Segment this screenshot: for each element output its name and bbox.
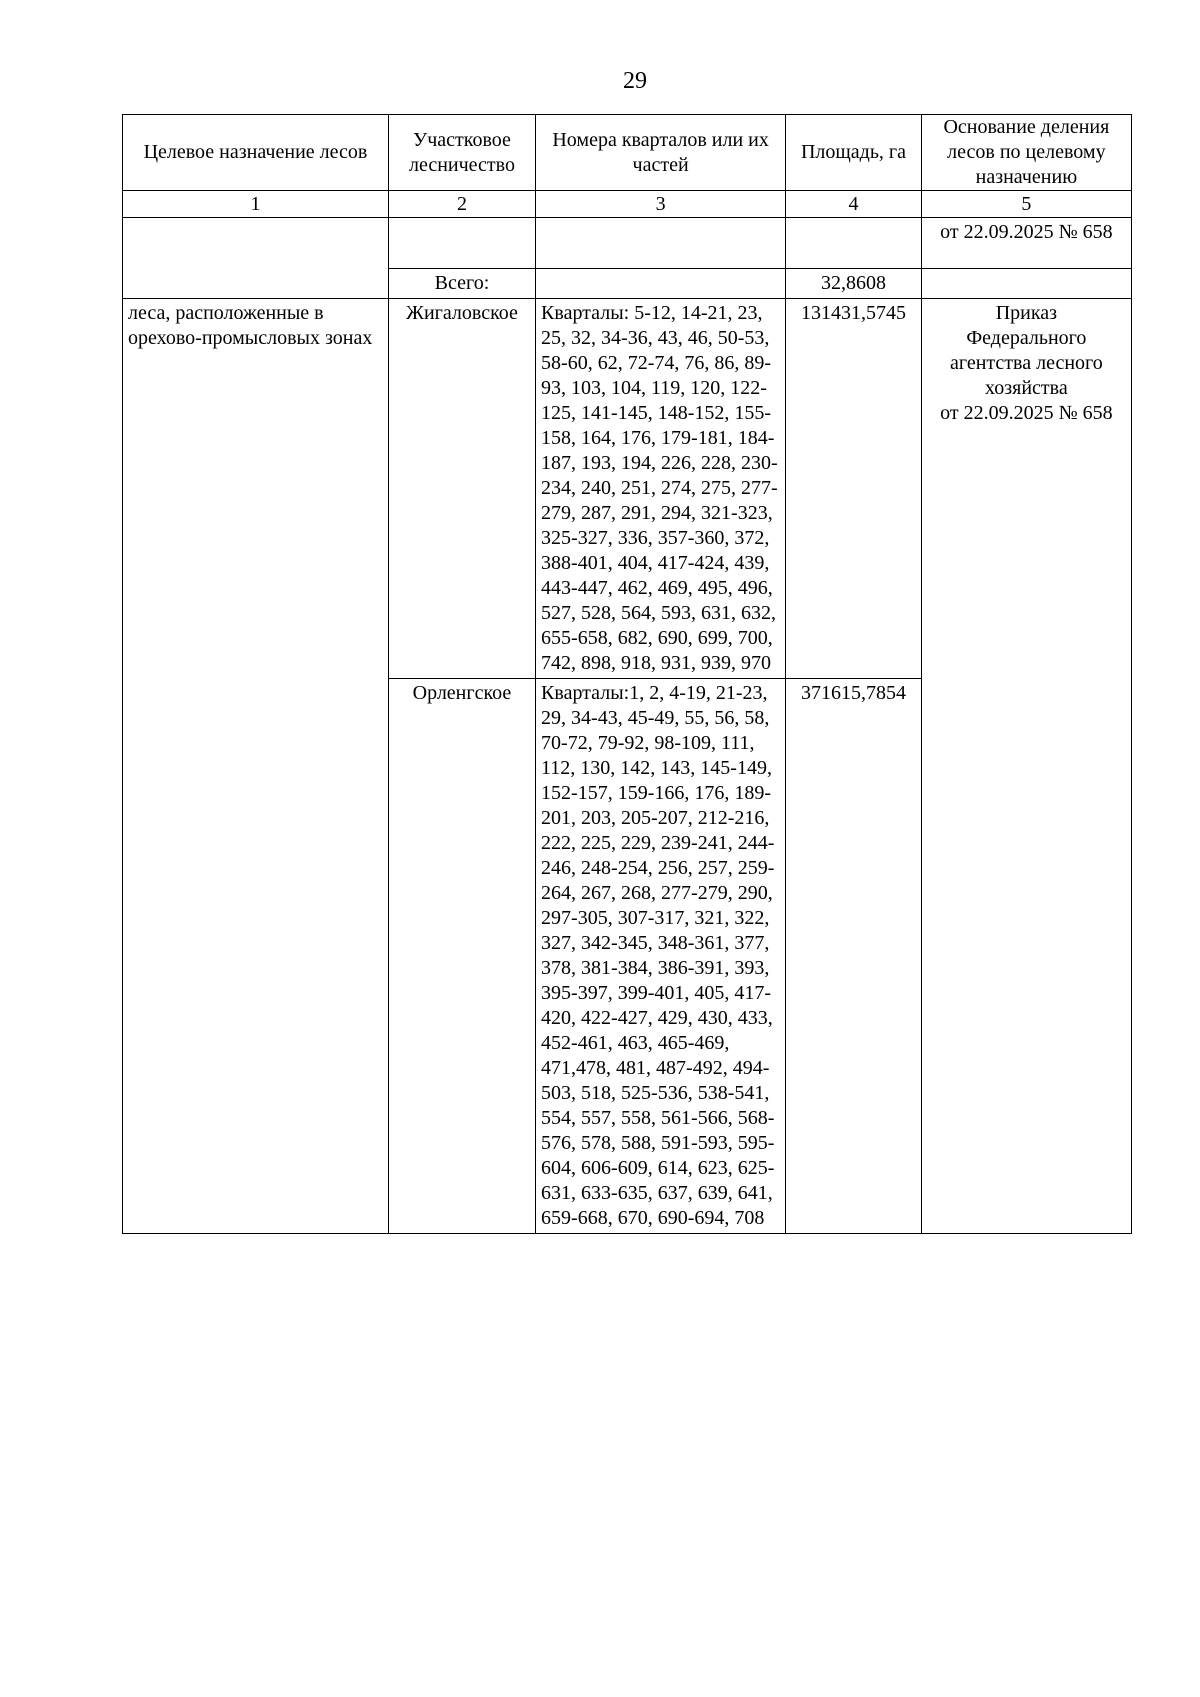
header-purpose: Целевое назначение лесов: [123, 115, 389, 191]
forestry-cell: Орленгское: [388, 679, 535, 1234]
column-number: 1: [123, 191, 389, 218]
basis-line: Федерального: [966, 327, 1087, 349]
page-number: 29: [623, 68, 647, 94]
header-forestry: Участковое лесничество: [388, 115, 535, 191]
header-area: Площадь, га: [786, 115, 922, 191]
forest-purpose-table: [122, 114, 1132, 1234]
total-label: Всего:: [388, 269, 535, 299]
quarters-cell: Кварталы:1, 2, 4-19, 21-23, 29, 34-43, 45-49, 55, 56, 58, 70-72, 79-92, 98-109, 111, 112, 130, 142, 143, 145-149, 152-157, 159-166, 176, 189-201, 203, 205-207, 212-216, 222, 225, 229, 239-241, 244-246, 248-254, 256, 257, 259-264, 267, 268, 277-279, 290, 297-305, 307-317, 321, 322, 327, 342-345, 348-361, 377, 378, 381-384, 386-391, 393, 395-397, 399-401, 405, 417-420, 422-427, 429, 430, 433, 452-461, 463, 465-469, 471,478, 481, 487-492, 494-503, 518, 525-536, 538-541, 554, 557, 558, 561-566, 568-576, 578, 588, 591-593, 595-604, 606-609, 614, 623, 625-631, 633-635, 637, 639, 641, 659-668, 670, 690-694, 708: [536, 679, 786, 1234]
basis-cell: [921, 299, 1131, 1234]
continued-basis-cell: от 22.09.2025 № 658: [921, 218, 1131, 269]
continued-area-cell: [786, 218, 922, 269]
total-area: 32,8608: [786, 269, 922, 299]
continued-purpose-cell: [123, 218, 389, 299]
continued-forestry-cell: [388, 218, 535, 269]
area-cell: 131431,5745: [786, 299, 922, 679]
header-row: [123, 115, 1132, 191]
basis-line: Приказ: [995, 302, 1058, 324]
header-basis: Основание деления лесов по целевому назначению: [921, 115, 1131, 191]
continued-quarters-cell: [536, 218, 786, 269]
basis-line: от 22.09.2025 № 658: [940, 402, 1113, 424]
basis-line: хозяйства: [985, 377, 1068, 399]
continued-row: [123, 218, 1132, 269]
column-number: 5: [921, 191, 1131, 218]
basis-line: агентства лесного: [950, 352, 1103, 374]
forestry-cell: Жигаловское: [388, 299, 535, 679]
area-cell: 371615,7854: [786, 679, 922, 1234]
column-number: 4: [786, 191, 922, 218]
column-number: 2: [388, 191, 535, 218]
column-number: 3: [536, 191, 786, 218]
purpose-cell: леса, расположенные в орехово-промысловых зонах: [123, 299, 389, 1234]
total-basis-cell: [921, 269, 1131, 299]
table-row: [123, 299, 1132, 679]
quarters-cell: Кварталы: 5-12, 14-21, 23, 25, 32, 34-36, 43, 46, 50-53, 58-60, 62, 72-74, 76, 86, 89-93, 103, 104, 119, 120, 122-125, 141-145, 148-152, 155-158, 164, 176, 179-181, 184-187, 193, 194, 226, 228, 230-234, 240, 251, 274, 275, 277-279, 287, 291, 294, 321-323, 325-327, 336, 357-360, 372, 388-401, 404, 417-424, 439, 443-447, 462, 469, 495, 496, 527, 528, 564, 593, 631, 632, 655-658, 682, 690, 699, 700, 742, 898, 918, 931, 939, 970: [536, 299, 786, 679]
header-quarters: Номера кварталов или их частей: [536, 115, 786, 191]
total-quarters-cell: [536, 269, 786, 299]
column-number-row: [123, 191, 1132, 218]
